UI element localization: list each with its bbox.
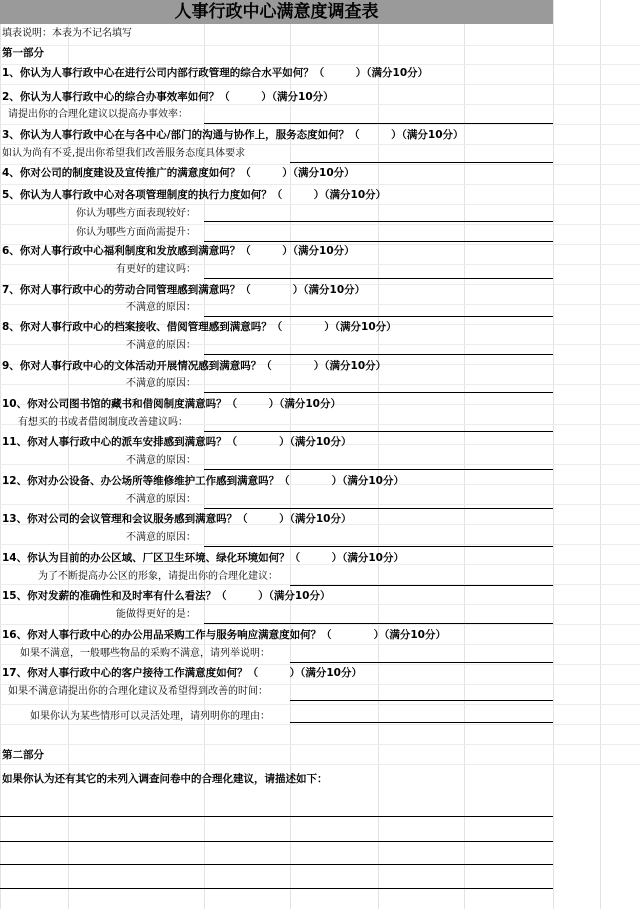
question-16: 16、你对人事行政中心的办公用品采购工作与服务响应满意度如何？（ ）（满分10分） <box>2 629 446 641</box>
question-11-answer-line[interactable] <box>204 469 553 470</box>
question-5-prompt-improve: 你认为哪些方面尚需提升： <box>76 227 196 238</box>
question-9: 9、你对人事行政中心的文体活动开展情况感到满意吗？（ ）（满分10分） <box>2 360 387 372</box>
question-14-answer-line[interactable] <box>290 585 553 586</box>
question-12-prompt: 不满意的原因： <box>126 494 196 505</box>
question-4: 4、你对公司的制度建设及宣传推广的满意度如何？（ ）（满分10分） <box>2 167 355 179</box>
question-12-answer-line[interactable] <box>204 508 553 509</box>
question-17-answer-line-reason[interactable] <box>290 722 553 723</box>
question-3: 3、你认为人事行政中心在与各中心/部门的沟通与协作上，服务态度如何？（ ）（满分10分） <box>2 129 464 141</box>
grid-line <box>600 0 601 909</box>
question-17-prompt-reason: 如果你认为某些情形可以灵活处理，请列明你的理由： <box>30 711 270 722</box>
question-8-prompt: 不满意的原因： <box>126 340 196 351</box>
question-3-prompt: 如认为尚有不妥,提出你希望我们改善服务态度具体要求 <box>2 148 246 159</box>
question-8-answer-line[interactable] <box>204 354 553 355</box>
free-response-line[interactable] <box>0 864 553 865</box>
question-5: 5、你认为人事行政中心对各项管理制度的执行力度如何？（ ）（满分10分） <box>2 189 387 201</box>
question-6-answer-line[interactable] <box>204 278 553 279</box>
question-16-prompt: 如果不满意，一般哪些物品的采购不满意，请列举说明： <box>20 648 270 659</box>
question-2: 2、你认为人事行政中心的综合办事效率如何？（ ）（满分10分） <box>2 91 334 103</box>
question-13-prompt: 不满意的原因： <box>126 532 196 543</box>
question-10: 10、你对公司图书馆的藏书和借阅制度满意吗？（ ）（满分10分） <box>2 398 341 410</box>
question-13: 13、你对公司的会议管理和会议服务感到满意吗？（ ）（满分10分） <box>2 513 352 525</box>
question-11-prompt: 不满意的原因： <box>126 455 196 466</box>
question-17-answer-line-suggestion[interactable] <box>290 700 553 701</box>
question-8: 8、你对人事行政中心的档案接收、借阅管理感到满意吗？（ ）（满分10分） <box>2 321 397 333</box>
question-7-prompt: 不满意的原因： <box>126 302 196 313</box>
section-2-heading: 第二部分 <box>2 749 44 761</box>
question-1: 1、你认为人事行政中心在进行公司内部行政管理的综合水平如何？（ ）（满分10分） <box>2 67 429 79</box>
question-7-answer-line[interactable] <box>204 316 553 317</box>
question-6-prompt: 有更好的建议吗： <box>116 264 196 275</box>
question-2-answer-line[interactable] <box>204 123 553 124</box>
question-15-prompt: 能做得更好的是： <box>116 609 196 620</box>
question-2-prompt: 请提出你的合理化建议以提高办事效率： <box>8 109 188 120</box>
instruction-text: 填表说明：本表为不记名填写 <box>2 28 132 39</box>
grid-line <box>553 0 554 909</box>
page-title: 人事行政中心满意度调查表 <box>0 0 553 24</box>
question-14-prompt: 为了不断提高办公区的形象，请提出你的合理化建议： <box>38 571 278 582</box>
question-16-answer-line[interactable] <box>290 662 553 663</box>
question-15: 15、你对发薪的准确性和及时率有什么看法？（ ）（满分10分） <box>2 590 331 602</box>
grid-line <box>464 0 465 909</box>
question-9-prompt: 不满意的原因： <box>126 378 196 389</box>
question-6: 6、你对人事行政中心福利制度和发放感到满意吗？（ ）（满分10分） <box>2 245 355 257</box>
question-5-answer-line-good[interactable] <box>204 221 553 222</box>
question-12: 12、你对办公设备、办公场所等维修维护工作感到满意吗？（ ）（满分10分） <box>2 475 404 487</box>
question-7: 7、你对人事行政中心的劳动合同管理感到满意吗？（ ）（满分10分） <box>2 284 366 296</box>
section-2-prompt: 如果你认为还有其它的未列入调查问卷中的合理化建议，请描述如下： <box>2 773 328 785</box>
question-3-answer-line[interactable] <box>290 162 553 163</box>
free-response-line[interactable] <box>0 841 553 842</box>
question-9-answer-line[interactable] <box>204 392 553 393</box>
question-10-prompt: 有想买的书或者借阅制度改善建议吗： <box>18 417 188 428</box>
question-17: 17、你对人事行政中心的客户接待工作满意度如何？（ ）（满分10分） <box>2 667 362 679</box>
section-1-heading: 第一部分 <box>2 47 44 59</box>
question-14: 14、你认为目前的办公区域、厂区卫生环境、绿化环境如何？（ ）（满分10分） <box>2 552 404 564</box>
question-5-prompt-good: 你认为哪些方面表现较好： <box>76 208 196 219</box>
question-15-answer-line[interactable] <box>204 623 553 624</box>
question-11: 11、你对人事行政中心的派车安排感到满意吗？（ ）（满分10分） <box>2 436 352 448</box>
question-10-answer-line[interactable] <box>204 431 553 432</box>
question-17-prompt-suggestion: 如果不满意请提出你的合理化建议及希望得到改善的时间： <box>8 686 268 697</box>
question-13-answer-line[interactable] <box>204 546 553 547</box>
free-response-line[interactable] <box>0 888 553 889</box>
free-response-line[interactable] <box>0 816 553 817</box>
